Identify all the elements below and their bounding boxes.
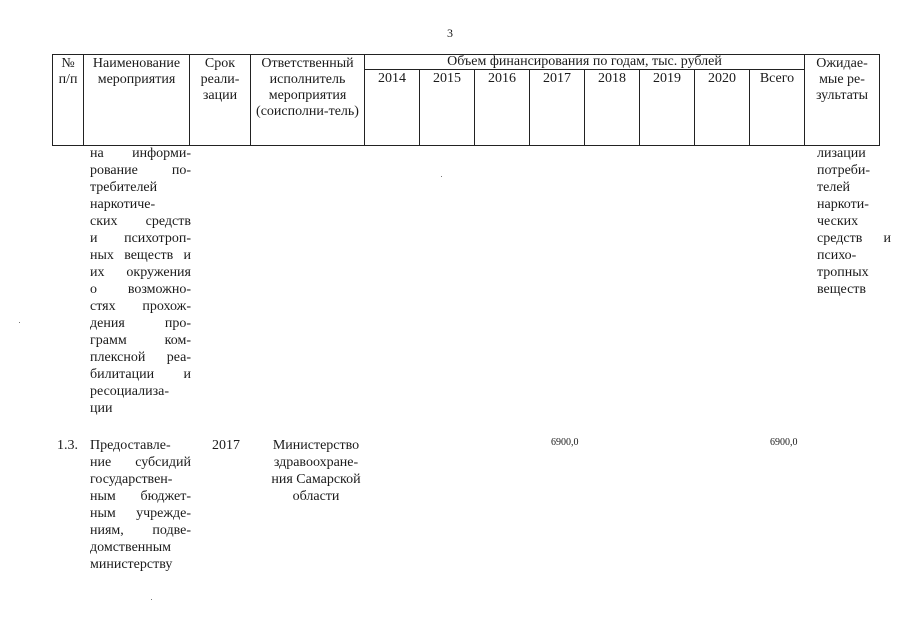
row-1-3-term: 2017 — [212, 438, 240, 453]
header-total: Всего — [750, 70, 805, 146]
header-year-2015: 2015 — [420, 70, 475, 146]
header-year-2018: 2018 — [585, 70, 640, 146]
header-name: Наименование мероприятия — [84, 55, 190, 146]
header-results: Ожидае-мые ре-зультаты — [805, 55, 880, 146]
row-1-3-executor: Министерство здравоохране- ния Самарской области — [271, 438, 361, 504]
row-1-3-value-2017: 6900,0 — [551, 437, 579, 448]
continuation-results-text: лизации потреби- телей наркоти- ческих средств и психо- тропных веществ — [817, 146, 891, 297]
row-1-3-name: Предоставле- ние субсидий государствен- ным бюджет- ным учрежде- ниям, подве- домственным министерству — [90, 438, 191, 572]
header-year-2016: 2016 — [475, 70, 530, 146]
page-number: 3 — [447, 26, 453, 40]
header-financing-title: Объем финансирования по годам, тыс. рублей — [365, 55, 805, 70]
row-1-3-number: 1.3. — [57, 438, 78, 453]
header-year-2020: 2020 — [695, 70, 750, 146]
scan-speck — [441, 176, 442, 177]
table-header — [52, 54, 880, 146]
scan-speck — [151, 599, 152, 600]
row-1-3-value-total: 6900,0 — [770, 437, 798, 448]
continuation-name-text: на информи- рование по- требителей наркотиче- ских средств и психотроп- ных веществ и их окружения о возможно- стях прохож- дения про- грамм ком- плексной реа- билитации и ресоциализа- ции — [90, 146, 191, 416]
header-year-2019: 2019 — [640, 70, 695, 146]
header-year-2017: 2017 — [530, 70, 585, 146]
scan-speck — [19, 322, 20, 323]
header-executor: Ответственный исполнитель мероприятия (соисполни-тель) — [251, 55, 365, 146]
header-term: Срок реали-зации — [190, 55, 251, 146]
header-year-2014: 2014 — [365, 70, 420, 146]
header-number: № п/п — [53, 55, 84, 146]
